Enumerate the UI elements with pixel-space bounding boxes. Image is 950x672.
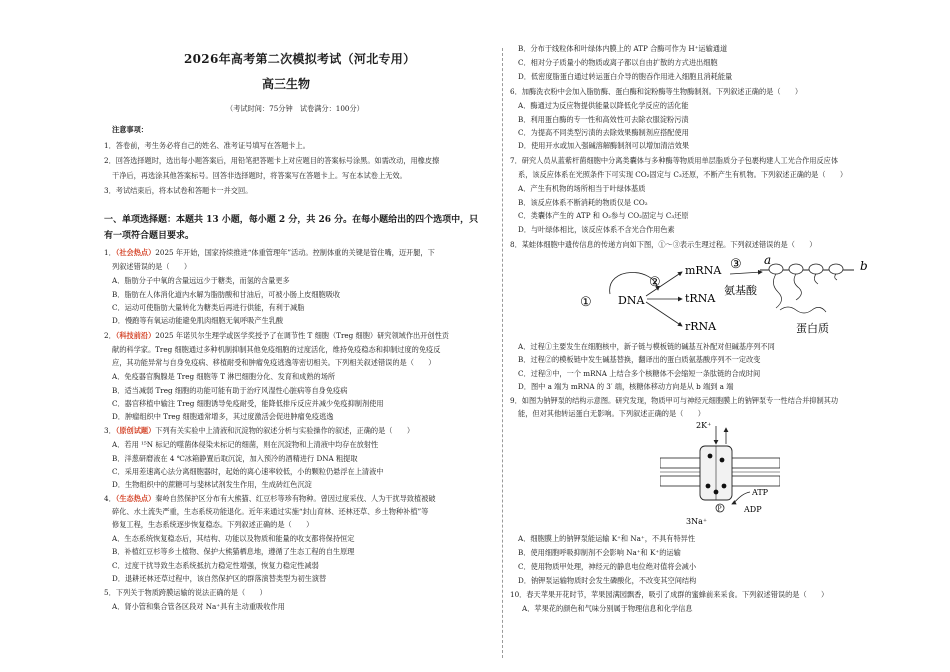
question-1-option: A．脂肪分子中氧的含量远远少于糖类，而氢的含量更多 [112, 276, 290, 285]
exam-title: 2026年高考第二次模拟考试（河北专用） [184, 52, 416, 66]
question-7-option: C．类囊体产生的 ATP 和 O₂参与 CO₂固定与 C₃还原 [518, 211, 689, 220]
process-3-label: ③ [730, 257, 742, 272]
rrna-label: rRNA [685, 320, 717, 333]
ribosome [829, 264, 843, 274]
question-10-option: A．苹果花的颜色和气味分别属于物理信息和化学信息 [522, 604, 693, 613]
question-2-option: D．肿瘤组织中 Treg 细胞通常增多，其过度激活会促进肿瘤免疫逃逸 [112, 412, 334, 421]
question-3-option: D．生物组织中的蔗糖可与斐林试剂发生作用，生成砖红色沉淀 [112, 480, 312, 489]
question-2-stem: 2．（科技前沿）2025 年诺贝尔生理学或医学奖授予了在调节性 T 细胞（Treg 细胞）研究领域作出开创性贡 [104, 331, 449, 340]
question-6-option: B．利用蛋白酶的专一性和高效性可去除衣服淀粉污渍 [518, 115, 689, 124]
question-5-option: C．相对分子质量小的物质或离子都以自由扩散的方式进出细胞 [518, 58, 718, 67]
question-4-stem: 修复工程，生态系统逐步恢复稳态。下列叙述正确的是（ ） [112, 520, 314, 529]
question-1-stem: 列叙述错误的是（ ） [112, 262, 192, 271]
question-2-option: A．免疫器官胸腺是 Treg 细胞等 T 淋巴细胞分化、发育和成熟的场所 [112, 372, 336, 381]
protein-label: 蛋白质 [796, 322, 829, 335]
process-1-label: ① [580, 295, 592, 310]
question-9-stem: 能，但对其他转运蛋白无影响。下列叙述正确的是（ ） [518, 409, 705, 418]
end-a-label: a [764, 253, 772, 267]
gene-expression-diagram [570, 252, 870, 340]
sodium-ion [714, 490, 719, 495]
question-2-option: B．适当减弱 Treg 细胞的功能可能有助于治疗风湿性心脏病等自身免疫病 [112, 386, 348, 395]
question-7-option: D．与叶绿体相比，该反应体系不含光合作用色素 [518, 225, 675, 234]
hot-tag: （科技前沿） [115, 331, 156, 340]
mrna-label: mRNA [685, 264, 722, 277]
question-8-option: A．过程①主要发生在细胞核中，新子链与模板链的碱基互补配对但碱基序列不同 [518, 342, 775, 351]
polypeptide-chain [814, 274, 818, 284]
dna-label: DNA [618, 294, 645, 307]
question-7-stem: 系，该反应体系在光照条件下可实现 CO₂固定与 C₃还原，不断产生有机物。下列叙述正确的是（ ） [518, 170, 848, 179]
question-5-option: A．肾小管和集合管各区段对 Na⁺具有主动重吸收作用 [112, 602, 285, 611]
polypeptide-chain [773, 274, 781, 308]
potassium-ion [708, 454, 713, 459]
end-b-label: b [860, 259, 868, 273]
sodium-ion [722, 484, 727, 489]
question-4-option: A．生态系统恢复稳态后，其结构、功能以及物质和能量的收支都将保持恒定 [112, 534, 355, 543]
hot-tag: （原创试题） [115, 426, 156, 435]
notice-heading: 注意事项： [112, 125, 148, 134]
question-8-stem: 8．某蛙体细胞中遗传信息的传递方向如下图，①～③表示生理过程。下列叙述错误的是（ ） [510, 240, 817, 249]
question-8-option: B．过程②的模板链中发生碱基替换，翻译出的蛋白质氨基酸序列不一定改变 [518, 355, 761, 364]
transcription-arrow [646, 302, 682, 326]
ribosome [769, 264, 783, 274]
question-6-option: C．为提高不同类型污渍的去除效果酶制剂应搭配使用 [518, 128, 689, 137]
question-1-option: D．慢跑等有氧运动能避免肌肉细胞无氧呼吸产生乳酸 [112, 316, 284, 325]
amino-acid-label: 氨基酸 [724, 284, 757, 297]
question-3-stem: 3．（原创试题）下列有关实验中上清液和沉淀物的叙述分析与实验操作的叙述，正确的是（ ） [104, 426, 415, 435]
potassium-ion [720, 458, 725, 463]
subject-title: 高三生物 [262, 77, 311, 91]
polypeptide-chain [835, 274, 837, 280]
question-4-stem: 4．（生态热点）秦岭自然保护区分布有大熊猫、红豆杉等珍有物种。曾因过度采伐、人为干扰导致植被破 [104, 494, 436, 503]
section-heading: 有一项符合题目要求。 [104, 231, 195, 241]
question-7-option: A．产生有机物的场所相当于叶绿体基质 [518, 184, 646, 193]
question-8-option: C．过程③中，一个 mRNA 上结合多个核糖体不会缩短一条肽链的合成时间 [518, 369, 761, 378]
notice-item: 1．答卷前，考生务必将自己的姓名、准考证号填写在答题卡上。 [104, 141, 310, 150]
sodium-ion [706, 484, 711, 489]
trna-label: tRNA [685, 292, 716, 305]
column-divider [502, 48, 504, 658]
question-4-stem: 碎化、水土流失严重，生态系统功能退化。近年来通过实施“封山育林、还林还草、乡土物种补植”等 [112, 507, 429, 516]
hot-tag: （生态热点） [115, 494, 156, 503]
notice-item: 3．考试结束后，将本试卷和答题卡一并交回。 [104, 186, 253, 195]
question-3-option: A．若用 ¹⁵N 标记的噬菌体侵染未标记的细菌，则在沉淀物和上清液中均存在放射性 [112, 440, 379, 449]
question-5-stem: 5．下列关于物质跨膜运输的说法正确的是（ ） [104, 588, 267, 597]
question-6-option: D．使用开水或加入强碱溶解酶制剂可以增加清洁效果 [518, 141, 690, 150]
question-9-stem: 9．如图为钠钾泵的结构示意图。研究发现，物质甲可与神经元细胞膜上的钠钾泵专一性结合并抑制其功 [510, 396, 839, 405]
question-2-stem: 应，其功能异常与自身免疫病、移植耐受和肿瘤免疫逃逸等密切相关。下列相关叙述错误的是（ ） [112, 358, 436, 367]
question-4-option: D．退耕还林还草过程中，该自然保护区的群落演替类型为初生演替 [112, 574, 327, 583]
phosphate-label: P [717, 505, 722, 513]
question-5-option: B．分布于线粒体和叶绿体内膜上的 ATP 合酶可作为 H⁺运输通道 [518, 44, 728, 53]
question-9-option: A．细胞膜上的钠钾泵能运输 K⁺和 Na⁺，不具有特异性 [518, 534, 696, 543]
atp-arrow [732, 492, 750, 504]
process-2-label: ② [649, 275, 661, 290]
question-2-stem: 献的科学家。Treg 细胞通过多种机制抑制其他免疫细胞的过度活化，维持免疫稳态和抑制过度的免疫反 [112, 345, 441, 354]
question-9-option: D．钠钾泵运输物质时会发生磷酸化，不改变其空间结构 [518, 576, 697, 585]
hot-tag: （社会热点） [115, 248, 156, 257]
question-6-option: A．酶通过为反应物提供能量以降低化学反应的活化能 [518, 101, 689, 110]
atp-label: ATP [752, 488, 769, 497]
sodium-potassium-pump-diagram [660, 420, 780, 530]
ribosome [809, 264, 823, 274]
ribosome [789, 264, 803, 274]
question-6-stem: 6．加酶洗衣粉中会加入脂肪酶、蛋白酶和淀粉酶等生物酶制剂。下列叙述正确的是（ ） [510, 87, 803, 96]
question-1-stem: 1．（社会热点）2025 年开始，国家持续推进“体重管理年”活动。控制体重的关键是管住嘴，迈开腿，下 [104, 248, 435, 257]
sodium-label: 3Na⁺ [686, 517, 708, 526]
notice-item: 2．回答选择题时，选出每小题答案后，用铅笔把答题卡上对应题目的答案标号涂黑。如需改动，用橡皮擦 [104, 156, 440, 165]
adp-label: ADP [744, 505, 762, 514]
question-7-stem: 7．研究人员从蓝紫杆菌细胞中分离类囊体与多种酶等物质用单层脂质分子包裹构建人工光合作用反应体 [510, 156, 839, 165]
question-4-option: B．补植红豆杉等乡土植物、保护大熊猫栖息地，遵循了生态工程的自生原理 [112, 547, 355, 556]
question-1-option: C．运动可使脂肪大量转化为糖类后再进行供能，有利于减脂 [112, 303, 305, 312]
question-3-option: C．采用差速离心法分离细胞器时，起始的离心速率较低，小的颗粒仍悬浮在上清液中 [112, 467, 384, 476]
ribosome-direction-arrow [730, 272, 762, 274]
question-8-option: D．图中 a 端为 mRNA 的 3′ 端，核糖体移动方向是从 b 端到 a 端 [518, 382, 734, 391]
question-4-option: C．过度干扰导致生态系统抵抗力稳定性增强，恢复力稳定性减弱 [112, 561, 319, 570]
section-heading: 一、单项选择题：本题共 13 小题，每小题 2 分，共 26 分。在每小题给出的四个选项中，只 [104, 215, 479, 225]
question-9-option: B．使用细胞呼吸抑制剂不会影响 Na⁺和 K⁺的运输 [518, 548, 681, 557]
released-protein [780, 307, 826, 313]
polypeptide-chain [794, 274, 801, 300]
question-3-option: B．洋葱研磨液在 4 ℃冰箱静置后取沉淀，加入预冷的酒精进行 DNA 粗提取 [112, 454, 358, 463]
question-7-option: B．该反应体系不断消耗的物质仅是 CO₂ [518, 198, 648, 207]
potassium-label: 2K⁺ [696, 421, 712, 430]
notice-item: 干净后，再选涂其他答案标号。回答非选择题时，将答案写在答题卡上。写在本试卷上无效。 [112, 171, 407, 180]
question-9-option: C．使用物质甲处理，神经元的静息电位绝对值将会减小 [518, 562, 697, 571]
question-5-option: D．低密度脂蛋白通过转运蛋白介导的胞吞作用进入细胞且消耗能量 [518, 72, 733, 81]
question-2-option: C．器官移植中输注 Treg 细胞诱导免疫耐受，能降低排斥反应并减少免疫抑制剂使用 [112, 399, 384, 408]
question-10-stem: 10．春天苹果开花时节，苹果园满园飘香，吸引了成群的蜜蜂前来采食。下列叙述错误的是（ ） [510, 590, 829, 599]
exam-info: （考试时间：75分钟 试卷满分：100分） [226, 104, 364, 113]
question-1-option: B．脂肪在人体消化道内水解为脂肪酸和甘油后，可被小肠上皮细胞吸收 [112, 290, 341, 299]
